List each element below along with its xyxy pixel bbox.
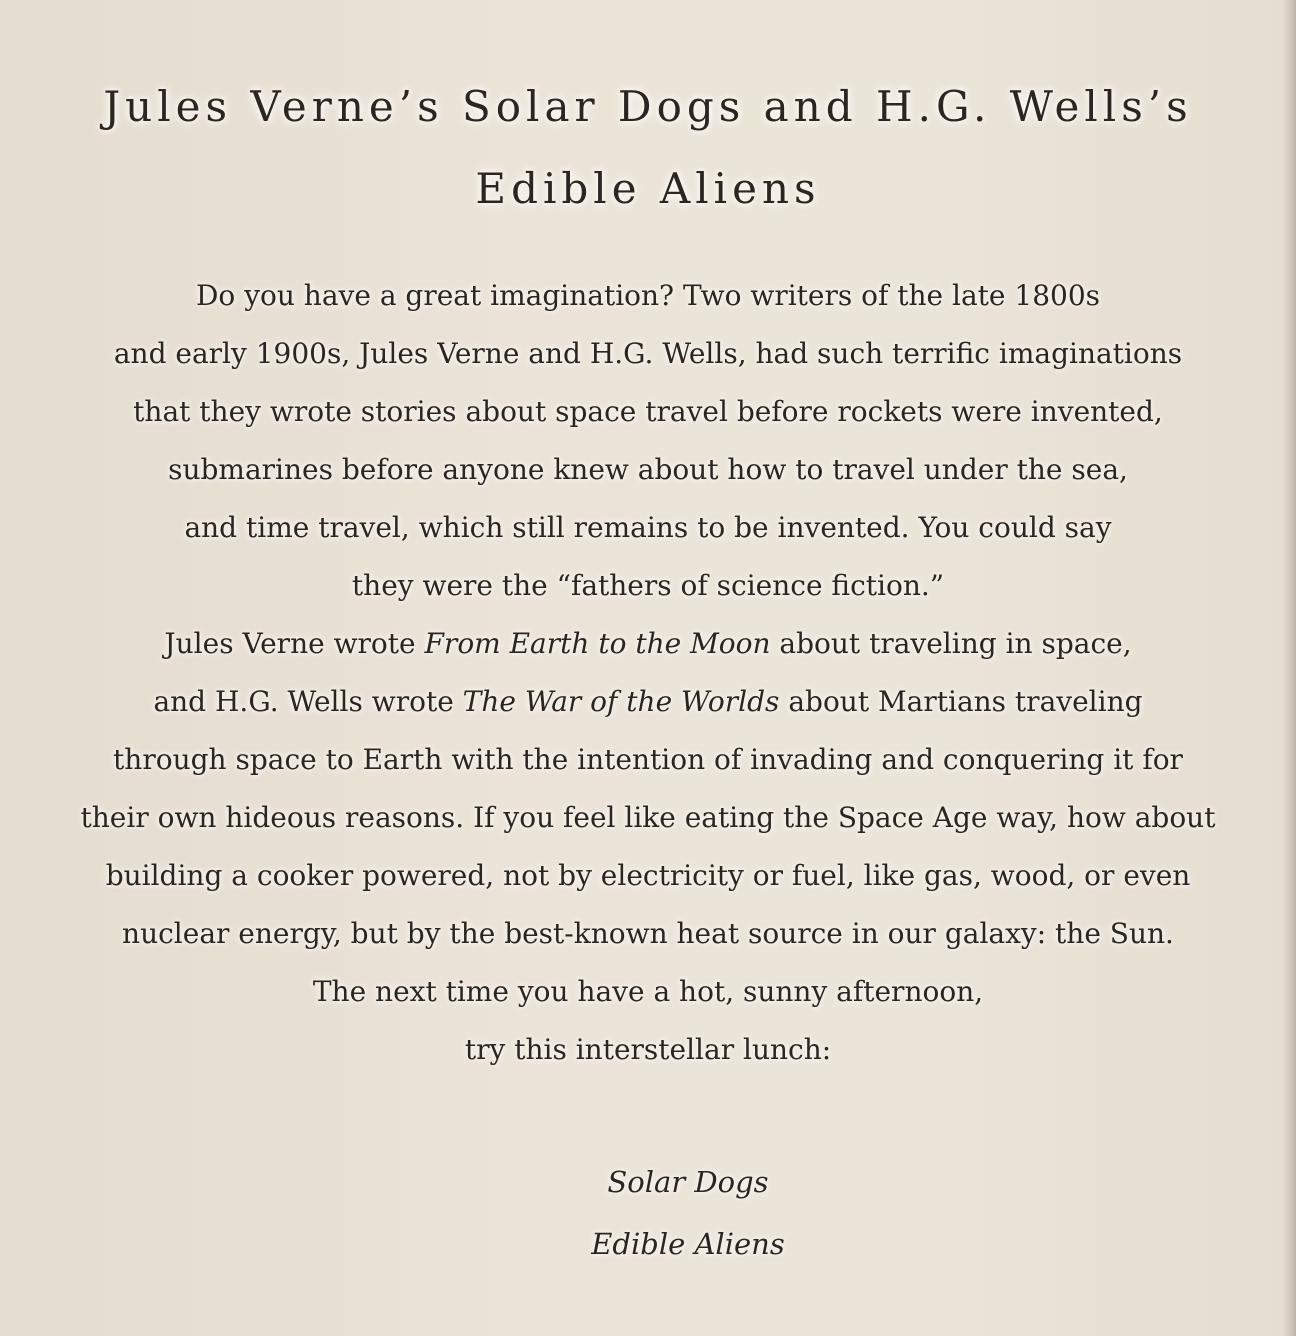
text-line: their own hideous reasons. If you feel like eating the Space Age way, how about xyxy=(80,801,1216,834)
text-segment: Jules Verne wrote xyxy=(164,627,425,660)
text-segment: and H.G. Wells wrote xyxy=(153,685,463,718)
text-line: The next time you have a hot, sunny afternoon, xyxy=(312,975,984,1008)
page-edge-shadow xyxy=(1282,0,1296,1336)
book-title-war-of-the-worlds: The War of the Worlds xyxy=(462,685,780,718)
recipe-item: Solar Dogs xyxy=(607,1165,769,1199)
text-segment: about Martians traveling xyxy=(779,685,1143,718)
text-line: that they wrote stories about space travel before rockets were invented, xyxy=(133,395,1163,428)
recipe-list xyxy=(0,1151,1296,1275)
chapter-title xyxy=(40,66,1256,230)
intro-text xyxy=(30,267,1266,1079)
text-line xyxy=(30,673,1266,731)
text-line: and time travel, which still remains to be invented. You could say xyxy=(184,511,1112,544)
text-line: they were the “fathers of science fiction.” xyxy=(351,569,945,602)
book-title-from-earth-to-the-moon: From Earth to the Moon xyxy=(424,627,771,660)
text-line: try this interstellar lunch: xyxy=(464,1033,832,1066)
text-segment: about traveling in space, xyxy=(770,627,1132,660)
text-line xyxy=(30,615,1266,673)
text-line: nuclear energy, but by the best-known heat source in our galaxy: the Sun. xyxy=(122,917,1174,950)
chapter-title-line-2: Edible Aliens xyxy=(475,164,821,213)
text-line: through space to Earth with the intention of invading and conquering it for xyxy=(113,743,1183,776)
text-line: submarines before anyone knew about how to travel under the sea, xyxy=(168,453,1128,486)
text-line: and early 1900s, Jules Verne and H.G. Wells, had such terrific imaginations xyxy=(113,337,1183,370)
recipe-item: Edible Aliens xyxy=(591,1227,785,1261)
chapter-title-line-1: Jules Verne’s Solar Dogs and H.G. Wells’s xyxy=(103,82,1193,131)
text-line: building a cooker powered, not by electricity or fuel, like gas, wood, or even xyxy=(105,859,1191,892)
text-line: Do you have a great imagination? Two writers of the late 1800s xyxy=(195,279,1101,312)
